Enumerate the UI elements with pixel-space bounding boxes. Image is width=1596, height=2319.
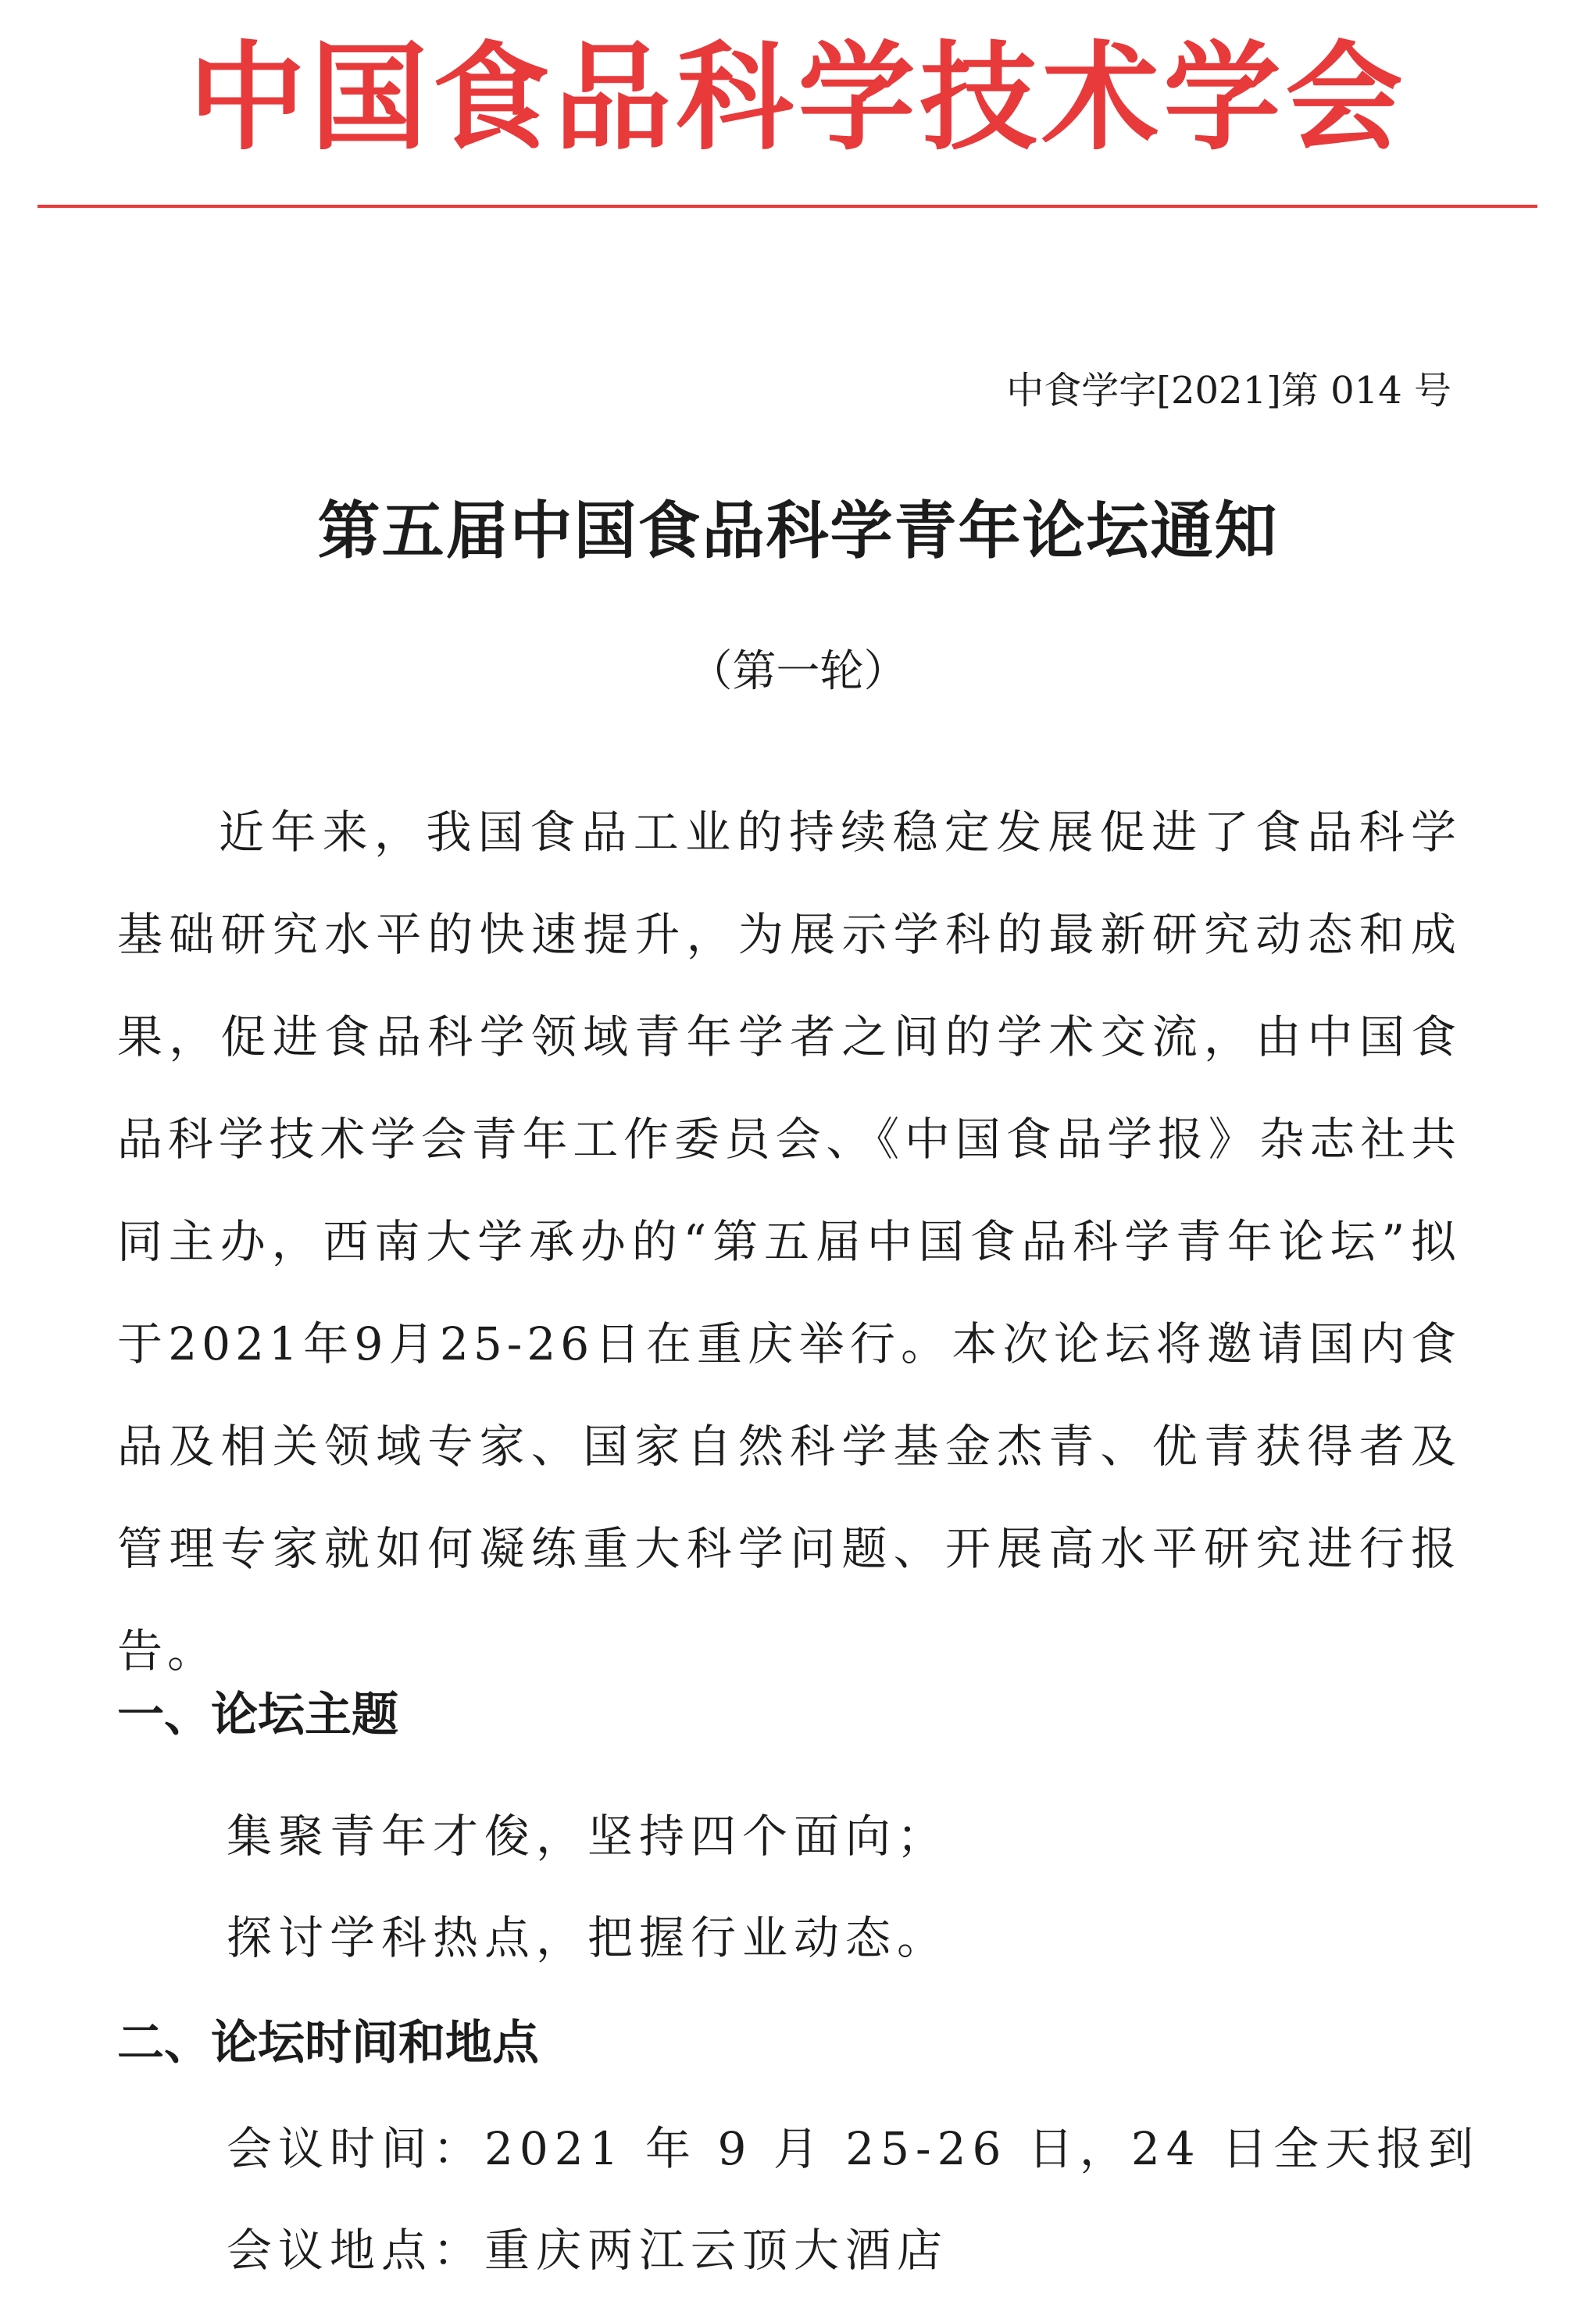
theme-line: 探讨学科热点，把握行业动态。 [227,1911,949,1964]
section-heading-time-place: 二、论坛时间和地点 [117,2016,539,2071]
document-title: 第五届中国食品科学青年论坛通知 [317,495,1279,567]
section-heading-theme: 一、论坛主题 [117,1688,398,1742]
meeting-time: 会议时间：2021 年 9 月 25-26 日，24 日全天报到 [227,2122,1480,2175]
letterhead-org-name: 中国食品科学技术学会 [188,29,1408,166]
meeting-location: 会议地点：重庆两江云顶大酒店 [227,2224,949,2277]
document-number: 中食学字[2021]第 014 号 [1006,369,1451,413]
intro-paragraph: 近年来，我国食品工业的持续稳定发展促进了食品科学基础研究水平的快速提升，为展示学科的最新研究动态和成果，促进食品科学领域青年学者之间的学术交流，由中国食品科学技术学会青年工作委员会、《中国食品学报》杂志社共同主办，西南大学承办的“第五届中国食品科学青年论坛”拟于2021年9月25-26日在重庆举行。本次论坛将邀请国内食品及相关领域专家、国家自然科学基金杰青、优青获得者及管理专家就如何凝练重大科学问题、开展高水平研究进行报告。 [117,806,1461,1678]
letterhead-divider [37,205,1537,208]
document-round: （第一轮） [688,646,908,697]
theme-line: 集聚青年才俊，坚持四个面向； [227,1810,949,1863]
